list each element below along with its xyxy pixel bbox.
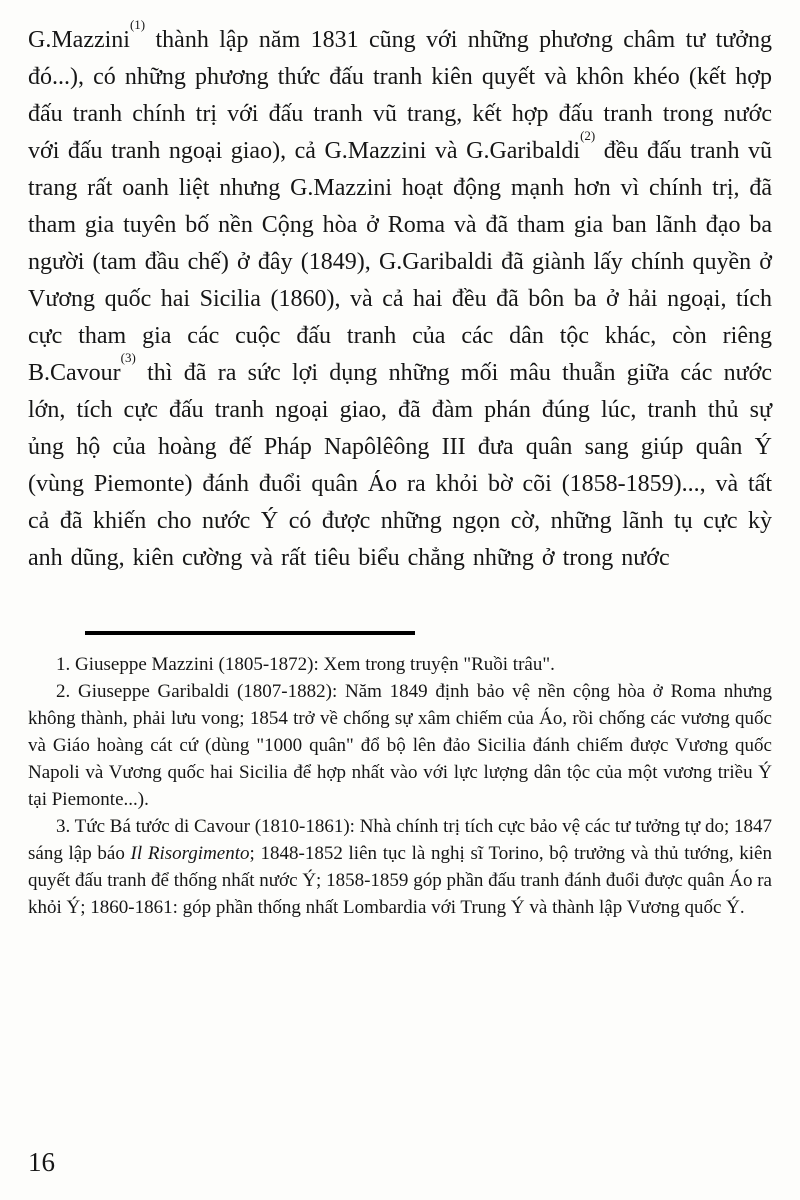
body-text-segment-3: đều đấu tranh vũ trang rất oanh liệt nhưng G.Mazzini hoạt động mạnh hơn vì chính trị, đã tham gia tuyên bố nền Cộng hòa ở Roma và đã tham gia ban lãnh đạo ba người (tam đầu chế) ở đây (1849), G.Garibaldi đã giành lấy chính quyền ở Vương quốc hai Sicilia (1860), và cả hai đều đã bôn ba ở hải ngoại, tích cực tham gia các cuộc đấu tranh của các dân tộc khác, còn riêng B.Cavour: [28, 138, 773, 386]
footnote-ref-3: (3): [120, 350, 136, 365]
footnote-3: [28, 813, 772, 921]
footnote-1: 1. Giuseppe Mazzini (1805-1872): Xem trong truyện "Ruồi trâu".: [56, 654, 555, 675]
page-number: 16: [28, 1147, 55, 1177]
main-paragraph: [28, 17, 773, 577]
body-text-segment-4: thì đã ra sức lợi dụng những mối mâu thuẫn giữa các nước lớn, tích cực đấu tranh ngoại giao, đã đàm phán đúng lúc, tranh thủ sự ủng hộ của hoàng đế Pháp Napôlêông III đưa quân sang giúp quân Ý (vùng Piemonte) đánh đuổi quân Áo ra khỏi bờ cõi (1858-1859)..., và tất cả đã khiến cho nước Ý có được những ngọn cờ, những lãnh tụ cực kỳ anh dũng, kiên cường và rất tiêu biểu chẳng những ở trong nước: [28, 360, 772, 571]
footnote-3-italic-title: Il Risorgimento: [130, 843, 250, 864]
footnotes-section: [28, 651, 772, 921]
footnote-2: 2. Giuseppe Garibaldi (1807-1882): Năm 1849 định bảo vệ nền cộng hòa ở Roma nhưng không thành, phải lưu vong; 1854 trở về chống sự xâm chiếm của Áo, rồi chống các vương quốc và Giáo hoàng cát cứ (dùng "1000 quân" đổ bộ lên đảo Sicilia đánh chiếm được Vương quốc Napoli và Vương quốc hai Sicilia để hợp nhất vào với lực lượng dân tộc của một vương triều Ý tại Piemonte...).: [28, 681, 772, 810]
footnote-ref-2: (2): [580, 128, 596, 143]
footnote-3-text-end: ; 1848-1852 liên tục là nghị sĩ Torino, bộ trưởng và thủ tướng, kiên quyết đấu tranh để thống nhất nước Ý; 1858-1859 góp phần đấu tranh đánh đuổi được quân Áo ra khỏi Ý; 1860-1861: góp phần thống nhất Lombardia với Trung Ý và thành lập Vương quốc Ý.: [28, 843, 772, 918]
body-text-segment-2: thành lập năm 1831 cũng với những phương châm tư tưởng đó...), có những phương thức đấu tranh kiên quyết và khôn khéo (kết hợp đấu tranh chính trị với đấu tranh vũ trang, kết hợp đấu tranh trong nước với đấu tranh ngoại giao), cả G.Mazzini và G.Garibaldi: [28, 27, 772, 164]
body-text-segment-1: G.Mazzini: [28, 27, 130, 53]
footnote-ref-1: (1): [129, 17, 146, 32]
footnote-separator-rule: [85, 631, 415, 635]
footnote-3-text: 3. Tức Bá tước di Cavour (1810-1861): Nhà chính trị tích cực bảo vệ các tư tưởng tự do; 1847 sáng lập báo: [28, 816, 772, 864]
